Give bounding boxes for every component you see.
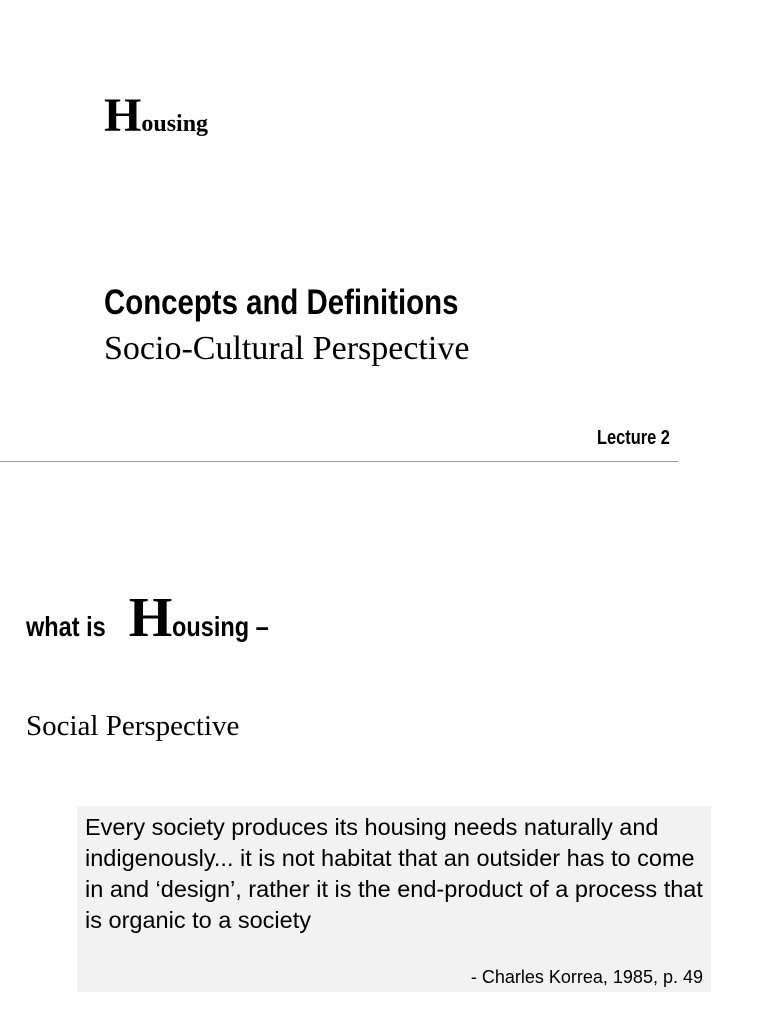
- lecture-label: Lecture 2: [597, 427, 670, 449]
- slide-title-housing: [104, 89, 209, 142]
- title-initial: H: [104, 89, 142, 142]
- slide-subheading: Socio-Cultural Perspective: [104, 330, 470, 367]
- heading-prefix: what is: [26, 611, 113, 642]
- title-rest: ousing: [141, 111, 209, 137]
- slide-divider: [0, 461, 678, 462]
- heading-rest: ousing –: [172, 611, 269, 642]
- heading-initial: H: [128, 587, 173, 649]
- quote-box: [77, 806, 711, 992]
- what-is-housing-heading: [26, 587, 287, 649]
- quote-text: Every society produces its housing needs naturally and indigenously... it is not habitat that an outsider has to come in and ‘design’, rather it is the end-product of a process that is organic to a society: [85, 814, 703, 933]
- quote-attribution: - Charles Korrea, 1985, p. 49: [470, 967, 703, 987]
- slide-heading: Concepts and Definitions: [104, 283, 459, 322]
- social-perspective-subheading: Social Perspective: [26, 710, 240, 742]
